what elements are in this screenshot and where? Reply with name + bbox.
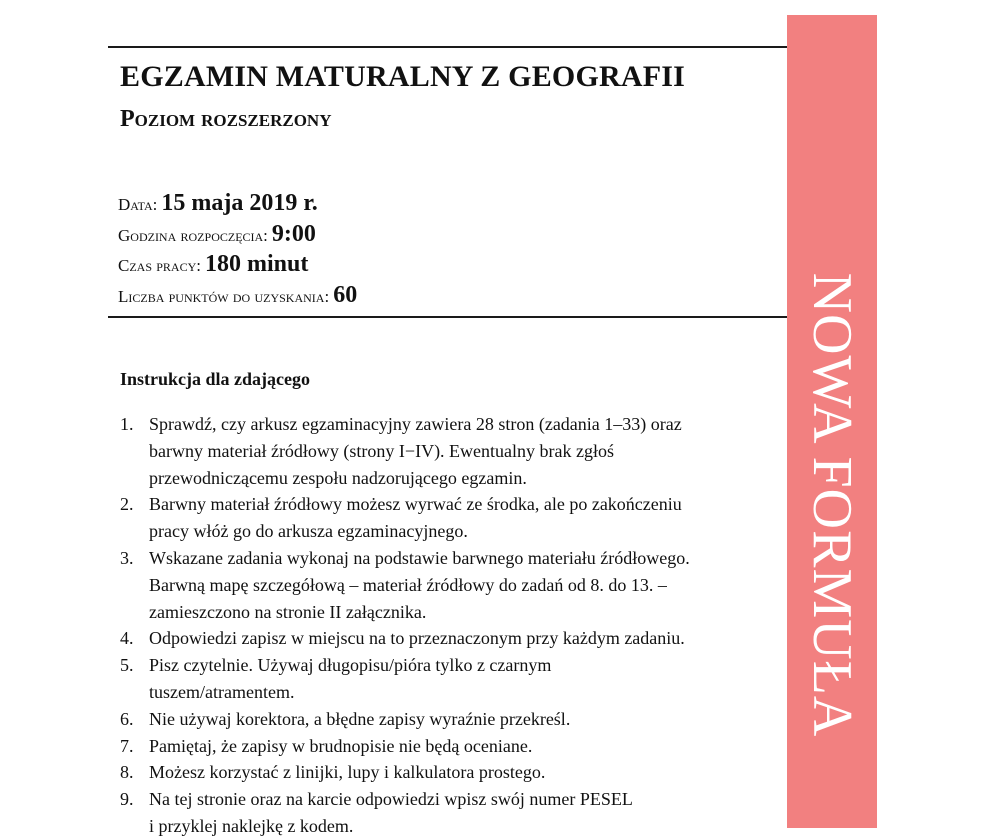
instruction-item [120,652,780,706]
exam-points-label: Liczba punktów do uzyskania: [118,287,330,306]
instruction-item [120,491,780,545]
instruction-item [120,706,780,733]
instruction-item [120,786,780,840]
instruction-line: Pisz czytelnie. Używaj długopisu/pióra tylko z czarnym [149,655,552,676]
exam-points-value: 60 [333,282,358,308]
instruction-line: Barwną mapę szczegółową – materiał źródłowy do zadań od 8. do 13. – [149,574,667,595]
instruction-line: Na tej stronie oraz na karcie odpowiedzi wpisz swój numer PESEL [149,789,633,810]
instruction-number: 2. [120,494,134,515]
exam-duration-value: 180 minut [205,251,309,277]
exam-level: Poziom rozszerzony [120,106,332,132]
instruction-item [120,625,780,652]
instruction-number: 3. [120,547,134,568]
instructions-heading: Instrukcja dla zdającego [120,369,310,389]
instruction-line: Nie używaj korektora, a błędne zapisy wyraźnie przekreśl. [149,708,571,729]
exam-start-time-value: 9:00 [271,221,316,247]
instruction-number: 4. [120,628,134,649]
instruction-number: 7. [120,735,134,756]
instruction-item [120,733,780,760]
instruction-line: Pamiętaj, że zapisy w brudnopisie nie będą oceniane. [149,735,533,756]
instruction-number: 9. [120,789,134,810]
instruction-line: pracy włóż go do arkusza egzaminacyjnego. [149,521,468,542]
top-divider [108,46,787,48]
banner-text: NOWA FORMUŁA [801,272,863,738]
exam-duration [118,252,308,276]
instruction-item [120,545,780,625]
bottom-divider [108,316,787,318]
exam-start-time [118,222,316,246]
instruction-number: 6. [120,708,134,729]
instruction-item [120,411,780,491]
instruction-line: Sprawdź, czy arkusz egzaminacyjny zawiera 28 stron (zadania 1–33) oraz [149,414,682,434]
exam-title: EGZAMIN MATURALNY Z GEOGRAFII [120,60,685,93]
instruction-number: 1. [120,414,134,434]
instruction-line: przewodniczącemu zespołu nadzorującego egzamin. [149,467,527,488]
instruction-line: tuszem/atramentem. [149,681,295,702]
exam-points [118,283,357,307]
exam-date [118,191,318,215]
instruction-number: 8. [120,762,134,783]
new-formula-banner [787,15,877,828]
instruction-item [120,759,780,786]
instruction-line: Barwny materiał źródłowy możesz wyrwać ze środka, ale po zakończeniu [149,494,682,515]
instruction-number: 5. [120,655,134,676]
instructions-list [120,411,780,840]
instruction-line: Możesz korzystać z linijki, lupy i kalkulatora prostego. [149,762,546,783]
exam-start-time-label: Godzina rozpoczęcia: [118,226,268,245]
exam-duration-label: Czas pracy: [118,256,201,275]
instruction-line: i przyklej naklejkę z kodem. [149,815,354,836]
instruction-line: Odpowiedzi zapisz w miejscu na to przeznaczonym przy każdym zadaniu. [149,628,685,649]
instruction-line: Wskazane zadania wykonaj na podstawie barwnego materiału źródłowego. [149,547,690,568]
exam-date-value: 15 maja 2019 r. [161,190,318,216]
instruction-line: barwny materiał źródłowy (strony I−IV). Ewentualny brak zgłoś [149,440,615,461]
instruction-line: zamieszczono na stronie II załącznika. [149,601,427,622]
exam-date-label: Data: [118,195,158,214]
